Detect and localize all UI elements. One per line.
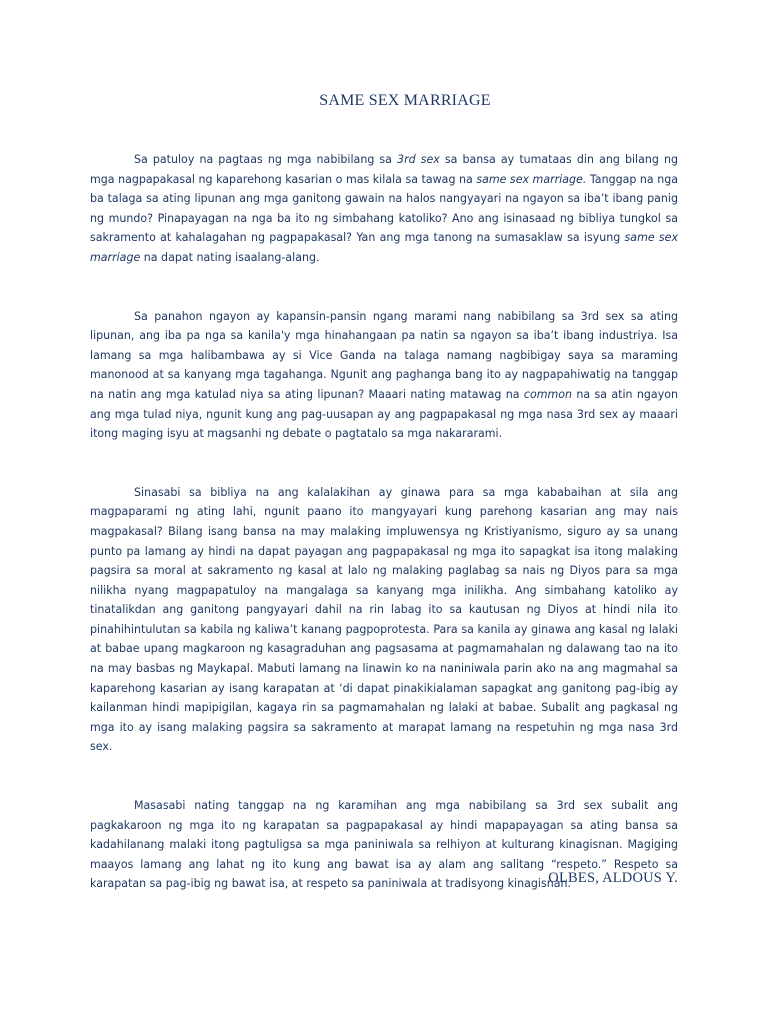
- paragraph-run-italic: common: [523, 387, 572, 401]
- author-name: OLBES, ALDOUS Y.: [548, 870, 678, 886]
- paragraph-run-italic: 3rd sex: [397, 153, 440, 166]
- paragraph-run: Sa panahon ngayon ay kapansin-pansin ngang marami nang nabibilang sa 3rd sex sa ating lipunan, ang iba pa nga sa kanila'y mga hinahangaan pa natin sa ngayon sa iba’t ibang industriya. Isa lamang sa mga halibambawa ay si Vice Ganda na talaga namang nagbibigay saya sa maraming manonood at sa kanyang mga tagahanga. Ngunit ang paghanga bang ito ay nagpapahiwatig na tanggap na natin ang mga katulad niya sa ating lipunan? Maaari nating matawag na: [90, 309, 678, 401]
- paragraph-run: Masasabi nating tanggap na ng karamihan ang mga nabibilang sa 3rd sex subalit ang pagkakaroon ng mga ito ng karapatan sa pagpapakasal ay hindi mapapayagan sa ating bansa sa kadahilanang malaki itong pagtuligsa sa mga paniniwala sa relhiyon at kulturang kinagisnan. Magiging maayos lamang ang lahat ng ito kung ang bawat isa ay alam ang salitang “respeto.” Respeto sa karapatan sa pag-ibig ng bawat isa, at respeto sa paniniwala at tradisyong kinagisnan.: [90, 799, 678, 891]
- paragraph-run-italic: same sex marriage: [90, 231, 679, 264]
- paragraph-run: Sinasabi sa bibliya na ang kalalakihan ay ginawa para sa mga kababaihan at sila ang magpaparami ng ating lahi, ngunit paano ito mangyayari kung parehong kasarian ang may nais magpakasal? Bilang isang bansa na may malaking impluwensya ng Kristiyanismo, siguro ay sa unang punto pa lamang ay hindi na dapat payagan ang pagpapakasal ng mga ito sapagkat isa itong malaking pagsira sa moral at sakramento ng kasal at lalo ng malaking paglabag sa nais ng Diyos para sa mga nilikha nyang magpapatuloy na mangalaga sa kanyang mga inilikha. Ang simbahang katoliko ay tinatalikdan ang ganitong pangyayari dahil na rin labag ito sa kautusan ng Diyos at hindi nila ito pinahihintulutan sa kabila ng kaliwa’t kanang pagpoprotesta. Para sa kanila ay ginawa ang kasal ng lalaki at babae upang magkaroon ng kasagraduhan ang pagsasama at pagmamahalan ng dalawang tao na ito na may basbas ng Maykapal. Mabuti lamang na linawin ko na naniniwala parin ako na ang magmahal sa kaparehong kasarian ay isang karapatan at ‘di dapat pinakikialaman sapagkat ang ganitong pag-ibig ay kailanman hindi mapipigilan, kagaya rin sa pagmamahalan ng lalaki at babae. Subalit ang pagkasal ng mga ito ay isang malaking pagsira sa sakramento at marapat lamang na respetuhin ng mga nasa 3rd sex.: [90, 485, 678, 754]
- paragraph-1: [90, 150, 678, 268]
- document-body: [90, 150, 678, 933]
- paragraph-run: Tanggap na nga ba talaga sa ating lipunan ang mga ganitong gawain na halos nangyayari na ngayon sa iba’t ibang panig ng mundo? Pinapayagan na nga ba ito ng simbahang katoliko? Ano ang isinasaad ng bibliya tungkol sa sakramento at kahalagahan ng pagpapakasal? Yan ang mga tanong na sumasaklaw sa isyung: [90, 172, 679, 245]
- paragraph-2: [90, 307, 678, 444]
- paragraph-run-italic: same sex marriage.: [476, 172, 587, 186]
- document-title: SAME SEX MARRIAGE: [319, 92, 491, 109]
- paragraph-run: sa bansa ay tumataas din ang bilang ng mga nagpapakasal ng kaparehong kasarian o mas kilala sa tawag na: [90, 153, 678, 186]
- paragraph-run: na sa atin ngayon ang mga tulad niya, ngunit kung ang pag-uusapan ay ang pagpapakasal ng mga nasa 3rd sex ay maaari itong maging isyu at magsanhi ng debate o pagtatalo sa mga nakararami.: [90, 387, 678, 441]
- paragraph-3: [90, 483, 678, 757]
- paragraph-run: na dapat nating isaalang-alang.: [140, 250, 320, 264]
- paragraph-run: Sa patuloy na pagtaas ng mga nabibilang sa: [134, 153, 398, 166]
